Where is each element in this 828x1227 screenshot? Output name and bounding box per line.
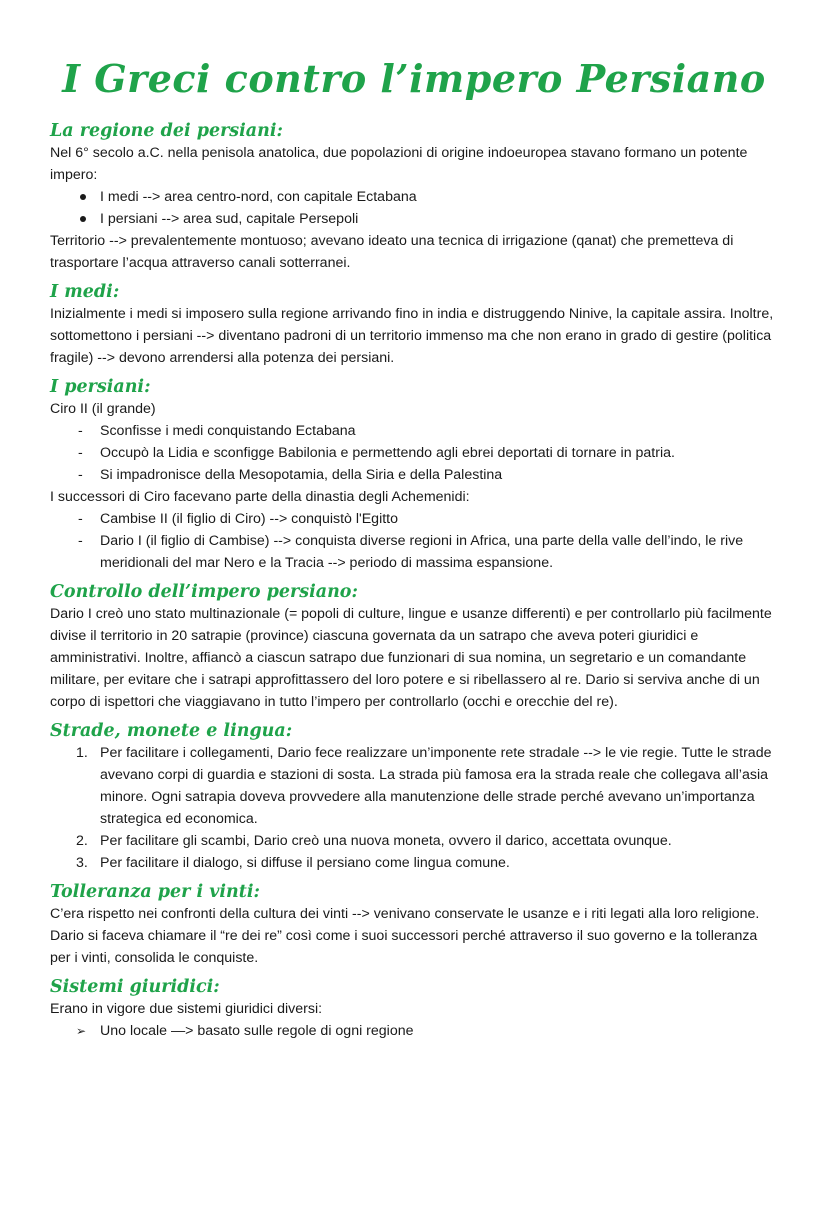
list-item-text: Cambise II (il figlio di Ciro) --> conquistò l'Egitto xyxy=(100,511,398,527)
list-item xyxy=(50,830,778,852)
section-controllo xyxy=(50,581,778,713)
list-item xyxy=(50,420,778,442)
section-heading: Tolleranza per i vinti: xyxy=(50,882,260,902)
list-item xyxy=(50,208,778,230)
list-item-text: Uno locale —> basato sulle regole di ogni regione xyxy=(100,1023,414,1039)
section-heading: I medi: xyxy=(50,282,120,302)
list-item xyxy=(50,442,778,464)
list-item-text: Sconfisse i medi conquistando Ectabana xyxy=(100,423,356,439)
document-page xyxy=(0,56,828,1227)
list-item-text: Dario I (il figlio di Cambise) --> conquista diverse regioni in Africa, una parte della valle dell’indo, le rive meridionali del mar Nero e la Tracia --> periodo di massima espansione. xyxy=(100,533,744,571)
numbered-list xyxy=(50,742,778,874)
paragraph: Ciro II (il grande) xyxy=(50,401,156,417)
page-title: I Greci contro l’impero Persiano xyxy=(62,56,766,101)
section-heading: I persiani: xyxy=(50,377,151,397)
section-heading: La regione dei persiani: xyxy=(50,121,283,141)
paragraph: Territorio --> prevalentemente montuoso; avevano ideato una tecnica di irrigazione (qanat) che premetteva di trasportare l’acqua attraverso canali sotterranei. xyxy=(50,233,734,271)
section-heading: Controllo dell’impero persiano: xyxy=(50,582,358,602)
list-item xyxy=(50,742,778,830)
list-item xyxy=(50,508,778,530)
arrow-bullet-icon: ➢ xyxy=(76,1024,87,1038)
list-item xyxy=(50,464,778,486)
paragraph: Nel 6° secolo a.C. nella penisola anatolica, due popolazioni di origine indoeuropea stavano formano un potente impero: xyxy=(50,145,748,183)
paragraph: I successori di Ciro facevano parte della dinastia degli Achemenidi: xyxy=(50,489,470,505)
section-strade xyxy=(50,720,778,874)
section-regione xyxy=(50,120,778,274)
section-medi xyxy=(50,281,778,369)
list-number: 2. xyxy=(76,833,88,849)
list-item-text: Per facilitare il dialogo, si diffuse il persiano come lingua comune. xyxy=(100,855,510,871)
list-item xyxy=(50,530,778,574)
list-item xyxy=(50,1020,778,1042)
list-number: 3. xyxy=(76,855,88,871)
list-item-text: I persiani --> area sud, capitale Persepoli xyxy=(100,211,359,227)
paragraph: Erano in vigore due sistemi giuridici diversi: xyxy=(50,1001,323,1017)
section-heading: Strade, monete e lingua: xyxy=(50,721,293,741)
paragraph: Inizialmente i medi si imposero sulla regione arrivando fino in india e distruggendo Ninive, la capitale assira. Inoltre, sottomettono i persiani --> diventano padroni di un territorio immenso ma che non erano in grado di gestire (politica fragile) --> devono arrendersi alla potenza dei persiani. xyxy=(50,306,774,366)
dash-list xyxy=(50,420,778,486)
list-item xyxy=(50,852,778,874)
section-heading: Sistemi giuridici: xyxy=(50,977,220,997)
section-sistemi xyxy=(50,976,778,1042)
bullet-list xyxy=(50,186,778,230)
list-item-text: Occupò la Lidia e sconfigge Babilonia e permettendo agli ebrei deportati di tornare in patria. xyxy=(100,445,675,461)
list-item-text: Per facilitare gli scambi, Dario creò una nuova moneta, ovvero il darico, accettata ovunque. xyxy=(100,833,672,849)
list-number: 1. xyxy=(76,745,88,761)
list-item-text: I medi --> area centro-nord, con capitale Ectabana xyxy=(100,189,417,205)
list-item xyxy=(50,186,778,208)
paragraph: Dario I creò uno stato multinazionale (= popoli di culture, lingue e usanze differenti) e per controllarlo più facilmente divise il territorio in 20 satrapie (province) ciascuna governata da un satrapo che aveva poteri giuridici e amministrativi. Inoltre, affiancò a ciascun satrapo due funzionari di sua nomina, un segretario e un comandante militare, per evitare che i satrapi approfittassero del loro potere e si ribellassero al re. Dario si serviva anche di un corpo di ispettori che viaggiavano in tutto l’impero per controllarlo (occhi e orecchie del re). xyxy=(50,606,772,710)
section-tolleranza xyxy=(50,881,778,969)
list-item-text: Si impadronisce della Mesopotamia, della Siria e della Palestina xyxy=(100,467,503,483)
dash-list xyxy=(50,508,778,574)
paragraph: C’era rispetto nei confronti della cultura dei vinti --> venivano conservate le usanze e i riti legati alla loro religione. Dario si faceva chiamare il “re dei re” così come i suoi successori perché attraverso il suo governo e la tolleranza per i vinti, consolida le conquiste. xyxy=(50,906,760,966)
arrow-list xyxy=(50,1020,778,1042)
list-item-text: Per facilitare i collegamenti, Dario fece realizzare un’imponente rete stradale --> le vie regie. Tutte le strade avevano corpi di guardia e stazioni di sosta. La strada più famosa era la strada reale che collegava all’asia minore. Ogni satrapia doveva provvedere alla manutenzione delle strade perché avevano un’importanza strategica ed economica. xyxy=(100,745,772,827)
section-persiani xyxy=(50,376,778,574)
